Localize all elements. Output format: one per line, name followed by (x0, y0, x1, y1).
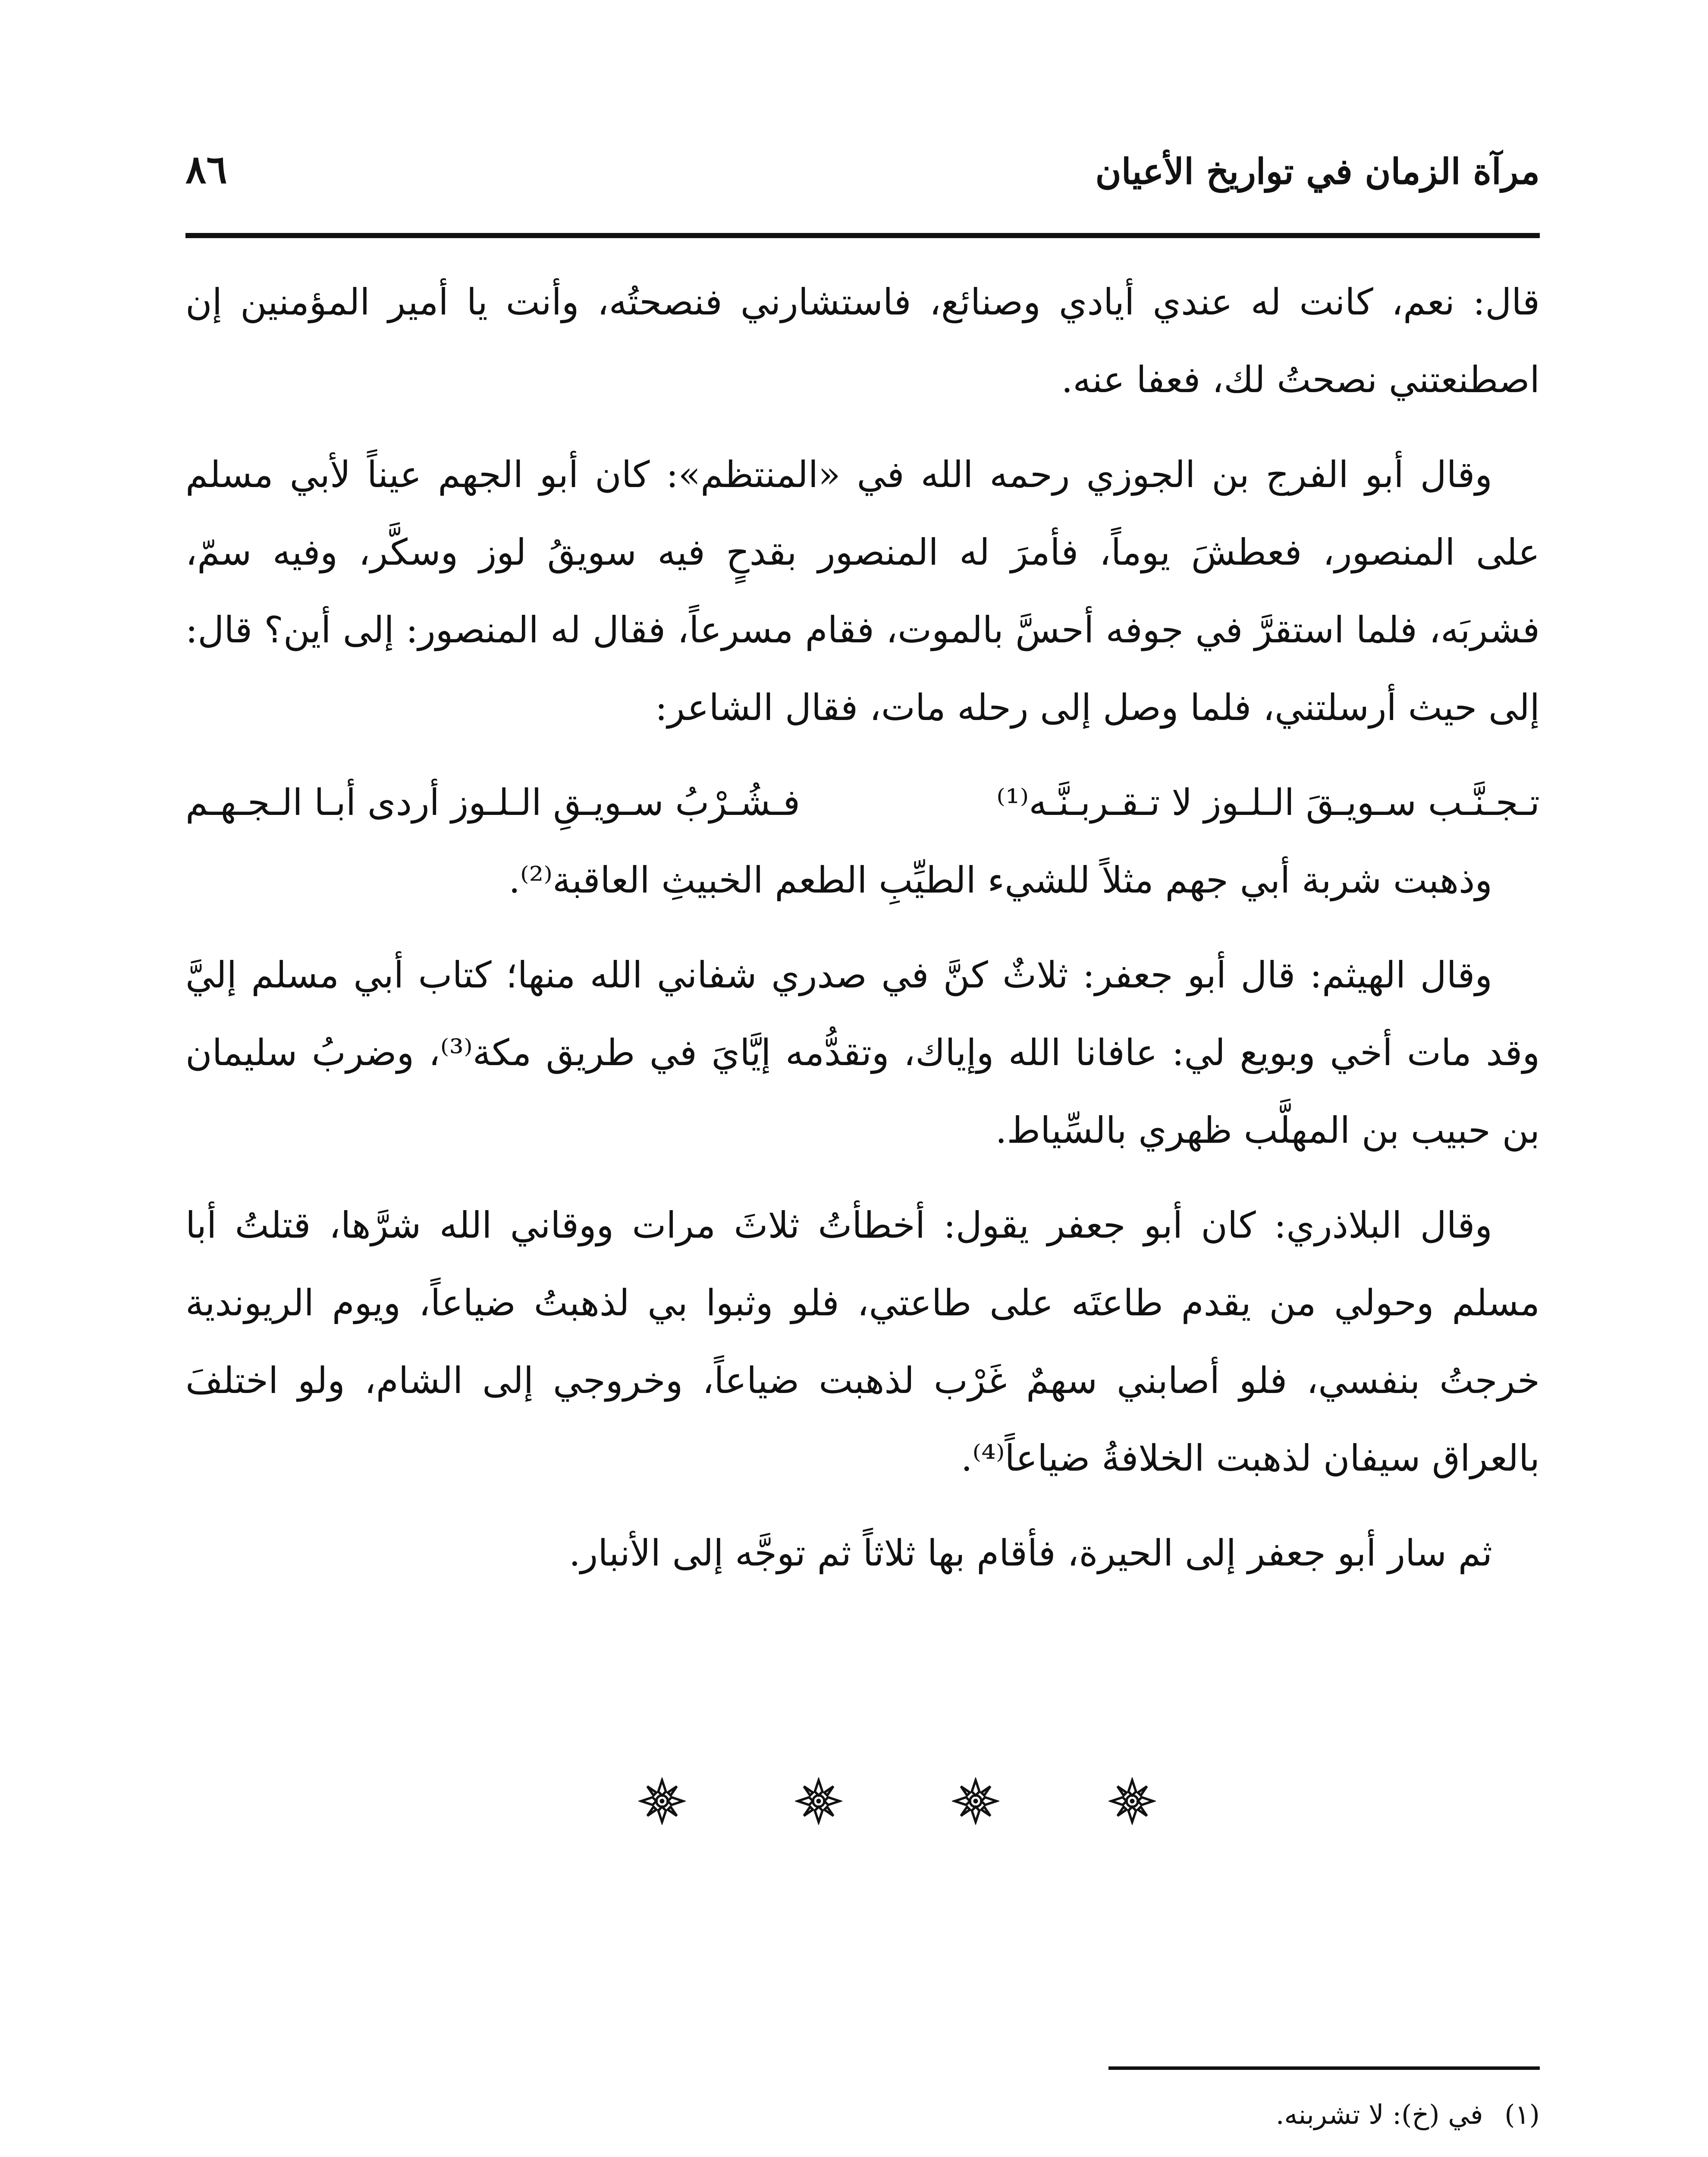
running-header (185, 142, 1540, 207)
footnote-separator (1108, 2066, 1540, 2070)
floral-ornament-icon (795, 1777, 842, 1825)
page-number: ٨٦ (185, 147, 227, 192)
footnote (185, 2088, 1540, 2141)
paragraph: ثم سار أبو جعفر إلى الحيرة، فأقام بها ثلاثاً ثم توجَّه إلى الأنبار. (568, 1532, 1492, 1574)
paragraph: وقال البلاذري: كان أبو جعفر يقول: أخطأتُ ثلاثَ مرات ووقاني الله شرَّها، قتلتُ أبا مسلم وحولي من يقدم طاعتَه على طاعتي، فلو وثبوا بي لذهبتُ ضياعاً، ويوم الريوندية خرجتُ بنفسي، فلو أصابني سهمٌ غَرْب لذهبت ضياعاً، وخروجي إلى الشام، ولو اختلفَ بالعراق سيفان لذهبت الخلافةُ ضياعاً⁽⁴⁾. (185, 1204, 1540, 1479)
footnote-marker: (١) (1504, 2099, 1540, 2130)
floral-ornament-icon (1108, 1777, 1156, 1825)
verse-second-hemistich: فـشُـرْبُ سـويـقِ الـلـوز أردى أبـا الـجـهـم (185, 781, 801, 824)
footnote-text: في (خ): لا تشربنه. (1275, 2099, 1483, 2130)
paragraph: وقال الهيثم: قال أبو جعفر: ثلاثٌ كنَّ في صدري شفاني الله منها؛ كتاب أبي مسلم إليَّ وقد مات أخي وبويع لي: عافانا الله وإياك، وتقدُّمه إيَّايَ في طريق مكة⁽³⁾، وضربُ سليمان بن حبيب بن المهلَّب ظهري بالسِّياط. (185, 954, 1540, 1151)
floral-ornament-icon (638, 1777, 686, 1825)
section-end-ornaments (638, 1777, 1156, 1825)
footnote (185, 2148, 1540, 2157)
verse-first-hemistich: تـجـنَّـب سـويـقَ الـلـوز لا تـقـربـنَّـه⁽¹⁾ (996, 781, 1540, 824)
floral-ornament-icon (952, 1777, 999, 1825)
main-text (185, 263, 1540, 1609)
header-rule (185, 233, 1540, 238)
paragraph: قال: نعم، كانت له عندي أيادي وصنائع، فاستشارني فنصحتُه، وأنت يا أمير المؤمنين إن اصطنعتني نصحتُ لك، فعفا عنه. (185, 281, 1540, 401)
paragraph: وقال أبو الفرج بن الجوزي رحمه الله في «المنتظم»: كان أبو الجهم عيناً لأبي مسلم على المنصور، فعطشَ يوماً، فأمرَ له المنصور بقدحٍ فيه سويقُ لوز وسكَّر، وفيه سمّ، فشربَه، فلما استقرَّ في جوفه أحسَّ بالموت، فقام مسرعاً، فقال له المنصور: إلى أين؟ قال: إلى حيث أرسلتني، فلما وصل إلى رحله مات، فقال الشاعر: (185, 453, 1540, 729)
footnotes (185, 2088, 1540, 2157)
poem-verse (185, 764, 1540, 841)
running-title: مرآة الزمان في تواريخ الأعيان (1095, 151, 1540, 192)
paragraph: وذهبت شربة أبي جهم مثلاً للشيء الطيِّبِ الطعم الخبيثِ العاقبة⁽²⁾. (509, 859, 1492, 901)
